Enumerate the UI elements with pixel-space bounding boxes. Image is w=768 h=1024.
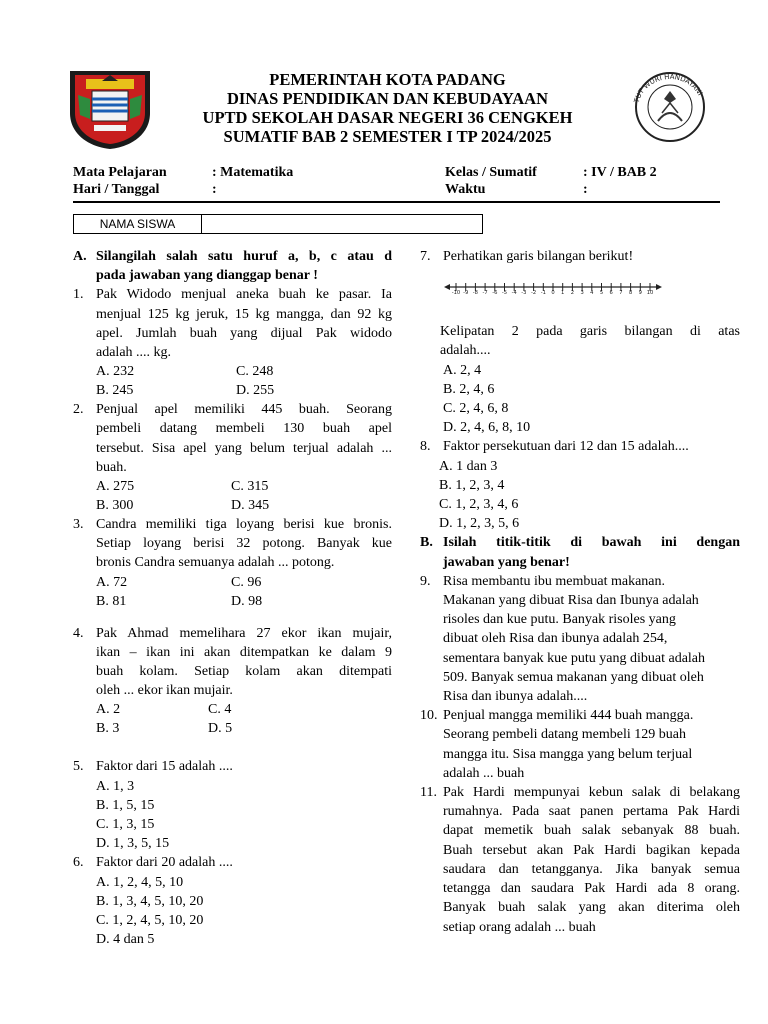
question-text-line: mangga itu. Sisa mangga yang belum terjual <box>443 746 693 762</box>
option-b: B. 1, 5, 15 <box>96 797 155 813</box>
option-a: A. 1, 3 <box>96 778 135 794</box>
number-line-label: 6 <box>609 290 613 297</box>
number-line <box>420 266 740 322</box>
question-text-line: Candra memiliki tiga loyang berisi kue bronis. <box>96 517 392 533</box>
question-9 <box>420 572 740 706</box>
number-line-label: 1 <box>561 290 565 297</box>
option-c: C. 315 <box>231 479 269 495</box>
question-text-line: Faktor dari 15 adalah .... <box>96 759 233 775</box>
option-c: C. 4 <box>208 702 232 718</box>
option-c: C. 1, 2, 4, 5, 10, 20 <box>96 913 204 929</box>
number-line-label: 2 <box>570 290 575 297</box>
option-c: C. 96 <box>231 574 262 590</box>
question-text-line: Banyak buah salak yang akan diterima oleh <box>443 900 740 916</box>
question-3 <box>73 515 392 611</box>
number-line-label: 8 <box>628 290 633 297</box>
section-a-letter: A. <box>73 249 87 264</box>
class-label: Kelas / Sumatif <box>445 165 537 180</box>
question-text-line: Faktor persekutuan dari 12 dan 15 adalah.... <box>443 439 689 455</box>
question-number: 2. <box>73 402 84 418</box>
tut-wuri-handayani-logo <box>624 69 716 143</box>
option-c: C. 248 <box>236 364 274 380</box>
question-8 <box>420 437 740 533</box>
header-line-2: DINAS PENDIDIKAN DAN KEBUDAYAAN <box>226 89 549 108</box>
question-text-line: setiap orang adalah ... buah <box>443 919 596 935</box>
question-number: 4. <box>73 625 84 641</box>
question-text-line: menjual 125 kg jeruk, 15 kg mangga, dan 92 kg <box>96 306 392 322</box>
number-line-label: -3 <box>521 290 527 297</box>
number-line-container <box>420 266 740 322</box>
question-text-line: buah. <box>96 459 127 475</box>
question-4 <box>73 624 392 739</box>
student-name-label: NAMA SISWA <box>74 215 202 233</box>
section-b-line: jawaban yang benar! <box>443 554 570 570</box>
option-a: A. 1 dan 3 <box>439 458 498 474</box>
question-text-line: Perhatikan garis bilangan berikut! <box>443 249 634 264</box>
question-text-line: Faktor dari 20 adalah .... <box>96 855 233 871</box>
number-line-label: 10 <box>646 290 654 297</box>
question-text-line: adalah ... buah <box>443 765 525 781</box>
number-line-label: 9 <box>638 290 642 297</box>
question-number: 1. <box>73 287 84 303</box>
question-text-line: dapat memetik buah salak sebanyak 88 buah. <box>443 823 740 839</box>
option-c: C. 1, 2, 3, 4, 6 <box>439 497 519 513</box>
number-line-label: 5 <box>599 290 604 297</box>
option-d: D. 98 <box>231 593 263 609</box>
question-text-line: Setiap loyang berisi 32 potong. Banyak kue <box>96 536 392 552</box>
question-text-line: Pak Widodo menjual aneka buah ke pasar. Ia <box>96 287 392 303</box>
time-label: Waktu <box>445 182 486 197</box>
question-text-line: oleh ... ekor ikan mujair. <box>96 683 233 699</box>
question-text-line: saudara dan tetangganya. Jika banyak semua <box>443 861 740 877</box>
question-text-line: ikan – ikan ini akan ditempatkan ke dalam 9 <box>96 644 392 660</box>
option-d: D. 1, 2, 3, 5, 6 <box>439 516 520 532</box>
option-c: C. 1, 3, 15 <box>96 817 155 833</box>
question-6 <box>73 853 392 949</box>
question-2 <box>73 400 392 515</box>
option-a: A. 2, 4 <box>443 362 482 378</box>
question-5 <box>73 757 392 853</box>
option-a: A. 72 <box>96 574 128 590</box>
number-line-label: 0 <box>551 290 555 297</box>
option-a: A. 1, 2, 4, 5, 10 <box>96 874 184 890</box>
question-10 <box>420 706 740 783</box>
question-text-line: apel. Jumlah buah yang dijual Pak widodo <box>96 325 392 341</box>
question-text-line: Risa membantu ibu membuat makanan. <box>443 573 666 589</box>
time-value: : <box>583 182 588 197</box>
question-number: 9. <box>420 573 431 589</box>
class-value: : IV / BAB 2 <box>583 165 657 180</box>
question-number: 3. <box>73 517 84 533</box>
question-text-line: bronis Candra semuanya adalah ... potong. <box>96 555 335 571</box>
option-b: B. 1, 2, 3, 4 <box>439 477 505 493</box>
section-a-line: pada jawaban yang dianggap benar ! <box>96 268 318 284</box>
question-text-line: Makanan yang dibuat Risa dan Ibunya adalah <box>443 593 699 609</box>
option-b: B. 2, 4, 6 <box>443 381 495 397</box>
question-text-line: Risa dan ibunya adalah.... <box>443 689 588 705</box>
number-line-label: -5 <box>501 290 508 297</box>
question-number: 10. <box>420 708 438 724</box>
question-text-line: tersebut. Sisa apel yang belum terjual adalah ... <box>96 440 392 456</box>
option-d: D. 345 <box>231 498 270 514</box>
option-d: D. 1, 3, 5, 15 <box>96 836 170 852</box>
number-line-label: 7 <box>619 290 623 297</box>
question-text-line: Buah tersebut akan Pak Hardi bagikan kepada <box>443 842 740 858</box>
question-text-line: adalah.... <box>440 343 491 359</box>
question-11 <box>420 783 740 937</box>
day-value: : <box>212 182 217 197</box>
question-text-line: Kelipatan 2 pada garis bilangan di atas <box>440 324 740 340</box>
header-line-4: SUMATIF BAB 2 SEMESTER I TP 2024/2025 <box>223 127 552 146</box>
number-line-label: -8 <box>472 290 478 297</box>
question-number: 7. <box>420 249 431 264</box>
option-b: B. 300 <box>96 498 134 514</box>
number-line-label: -2 <box>531 290 537 297</box>
document-header <box>160 70 615 146</box>
option-a: A. 2 <box>96 702 121 718</box>
question-text-line: Penjual apel memiliki 445 buah. Seorang <box>96 402 392 418</box>
arrow-left-icon <box>444 284 450 290</box>
section-b-instruction <box>420 533 740 571</box>
right-column <box>420 247 740 937</box>
question-text-line: Pak Hardi mempunyai kebun salak di belakang <box>443 785 740 801</box>
number-line-label: -10 <box>451 290 461 297</box>
question-text-line: risoles dan kue putu. Banyak risoles yang <box>443 612 676 628</box>
option-d: D. 5 <box>208 721 233 737</box>
question-text-line: pembeli datang membeli 130 buah apel <box>96 421 392 437</box>
subject-value: : Matematika <box>212 165 294 180</box>
option-b: B. 245 <box>96 383 134 399</box>
question-text-line: Penjual mangga memiliki 444 buah mangga. <box>443 708 694 724</box>
option-d: D. 255 <box>236 383 275 399</box>
logo-motto: TUT WURI HANDAYANI <box>632 72 705 104</box>
question-number: 8. <box>420 439 431 455</box>
option-b: B. 3 <box>96 721 120 737</box>
question-text-line: tetangga dan saudara Pak Hardi ada 8 orang. <box>443 881 740 897</box>
header-divider <box>73 201 720 203</box>
number-line-label: -4 <box>511 290 517 297</box>
section-b-letter: B. <box>420 535 433 551</box>
question-text-line: Seorang pembeli datang membeli 129 buah <box>443 727 686 743</box>
option-b: B. 1, 3, 4, 5, 10, 20 <box>96 893 204 909</box>
option-d: D. 2, 4, 6, 8, 10 <box>443 420 531 436</box>
padang-city-logo <box>68 69 152 151</box>
number-line-label: 4 <box>590 290 594 297</box>
section-b-line: Isilah titik-titik di bawah ini dengan <box>443 535 740 551</box>
question-1 <box>73 285 392 400</box>
option-b: B. 81 <box>96 593 127 609</box>
number-line-label: -1 <box>540 290 546 297</box>
question-text-line: dibuat oleh Risa dan ibunya adalah 254, <box>443 631 668 647</box>
header-line-3: UPTD SEKOLAH DASAR NEGERI 36 CENGKEH <box>202 108 573 127</box>
number-line-label: 3 <box>580 290 584 297</box>
question-text-line: Pak Ahmad memelihara 27 ekor ikan mujair, <box>96 625 392 641</box>
option-a: A. 275 <box>96 479 135 495</box>
question-number: 6. <box>73 855 84 871</box>
number-line-label: -7 <box>482 290 488 297</box>
number-line-label: -6 <box>492 290 498 297</box>
subject-label: Mata Pelajaran <box>73 165 167 180</box>
day-label: Hari / Tanggal <box>73 182 160 197</box>
question-text-line: adalah .... kg. <box>96 345 172 361</box>
question-text-line: sementara banyak kue putu yang dibuat adalah <box>443 650 706 666</box>
option-a: A. 232 <box>96 364 135 380</box>
question-text-line: 509. Banyak semua makanan yang dibuat oleh <box>443 669 704 685</box>
option-c: C. 2, 4, 6, 8 <box>443 401 509 417</box>
question-number: 11. <box>420 785 437 801</box>
number-line-label: -9 <box>463 290 469 297</box>
question-text-line: buah kolam. Setiap kolam akan ditempati <box>96 664 392 680</box>
question-number: 5. <box>73 759 84 775</box>
question-7 <box>420 247 740 437</box>
option-d: D. 4 dan 5 <box>96 932 155 948</box>
student-name-box[interactable] <box>73 214 483 234</box>
header-line-1: PEMERINTAH KOTA PADANG <box>269 70 506 89</box>
section-a-instruction <box>73 247 392 285</box>
section-a-line: Silangilah salah satu huruf a, b, c atau d <box>96 249 392 264</box>
left-column <box>73 247 392 949</box>
arrow-right-icon <box>656 284 662 290</box>
question-text-line: rumahnya. Pada saat panen pertama Pak Hardi <box>443 804 740 820</box>
